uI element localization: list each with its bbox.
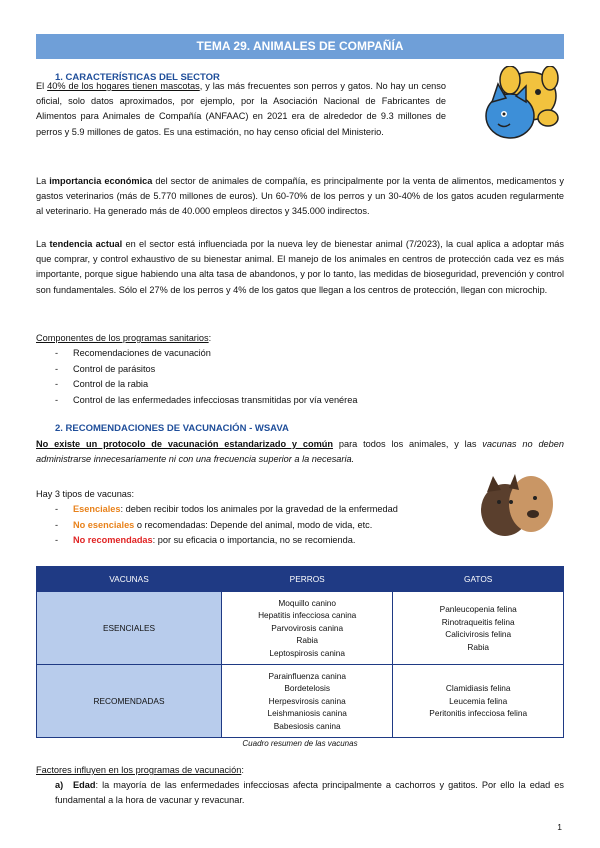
section1-paragraph-1: El 40% de los hogares tienen mascotas, y las más frecuentes son perros y gatos. No hay un censo oficial, solo datos aproximados, por ejemplo, por la Asociación Nacional de Fabricantes de Alimentos para Animales de Compañía (ANFAAC) en 2021 era de alrededor de 9.3 millones de perros y 5.9 millones de gatos. Es una estimación, no hay censo oficial del Ministerio. bbox=[36, 81, 446, 137]
table-row bbox=[37, 592, 564, 665]
factors-label: Factores influyen en los programas de vacunación: bbox=[36, 765, 244, 775]
table-caption: Cuadro resumen de las vacunas bbox=[242, 739, 358, 748]
highlight-hogares: 40% de los hogares tienen mascotas bbox=[47, 81, 200, 91]
vaccine-summary-table bbox=[36, 566, 564, 738]
list-item: - Control de la rabia bbox=[55, 379, 149, 389]
list-item: - Control de parásitos bbox=[55, 363, 156, 374]
list-item: - No recomendadas: por su eficacia o importancia, no se recomienda. bbox=[55, 535, 356, 545]
components-list bbox=[55, 346, 357, 408]
table-row-label: ESENCIALES bbox=[37, 592, 222, 665]
components-label: Componentes de los programas sanitarios: bbox=[36, 333, 212, 343]
page-number: 1 bbox=[557, 822, 562, 832]
section2-heading: 2. RECOMENDACIONES DE VACUNACIÓN - WSAVA bbox=[55, 423, 289, 434]
table-cell-cats: Panleucopenia felina Rinotraqueitis felina Calicivirosis felina Rabia bbox=[393, 592, 564, 665]
table-header: GATOS bbox=[393, 567, 564, 592]
list-item: - Esenciales: deben recibir todos los animales por la gravedad de la enfermedad bbox=[55, 504, 398, 514]
table-cell-cats: Clamidiasis felina Leucemia felina Peritonitis infecciosa felina bbox=[393, 665, 564, 738]
table-row bbox=[37, 665, 564, 738]
list-item: - Control de las enfermedades infecciosas transmitidas por vía venérea bbox=[55, 394, 358, 405]
section1-paragraph-3: La tendencia actual en el sector está influenciada por la nueva ley de bienestar animal (7/2023), la cual aplica a adoptar más que comprar, y control exhaustivo de su bienestar animal. El manejo de los animales en centros de protección cada vez es más importante, porque sigue habiendo una alta tasa de abandonos, y por lo tanto, las medidas de bioseguridad, prevención y control son fundamentales. Sólo el 27% de los perros y 4% de los gatos que llegan a los centros de protección, llegan con microchip. bbox=[36, 239, 564, 295]
table-row-label: RECOMENDADAS bbox=[37, 665, 222, 738]
section2-paragraph: No existe un protocolo de vacunación estandarizado y común para todos los animales, y las vacunas no deben administrarse innecesariamente ni con una frecuencia superior a la necesaria. bbox=[36, 439, 564, 465]
factor-item-age: a) Edad: la mayoría de las enfermedades infecciosas afecta principalmente a cachorros y gatitos. Por ello la edad es fundamental a la hora de vacunar y revacunar. bbox=[55, 780, 564, 806]
list-item: - No esenciales o recomendadas: Depende del animal, modo de vida, etc. bbox=[55, 519, 373, 530]
table-cell-dogs: Parainfluenza canina Bordetelosis Herpesvirosis canina Leishmaniosis canina Babesiosis canina bbox=[222, 665, 393, 738]
table-header: VACUNAS bbox=[37, 567, 222, 592]
vaccine-types-list bbox=[55, 502, 398, 549]
section1-heading: 1. CARACTERÍSTICAS DEL SECTOR bbox=[55, 72, 220, 83]
cat-dog-photo bbox=[475, 470, 555, 542]
section1-paragraph-2: La importancia económica del sector de animales de compañía, es principalmente por la venta de alimentos, medicamentos y gastos veterinarios (más de 5.770 millones de euros). Un 60-70% de los perros y un 30-40% de los gatos acuden regularmente al veterinario. Ha generado más de 40.000 empleos directos y 345.000 indirectos. bbox=[36, 176, 564, 217]
table-cell-dogs: Moquillo canino Hepatitis infecciosa canina Parvovirosis canina Rabia Leptospirosis canina bbox=[222, 592, 393, 665]
pets-illustration bbox=[458, 66, 564, 144]
vaccine-types-intro: Hay 3 tipos de vacunas: bbox=[36, 489, 135, 499]
list-item: - Recomendaciones de vacunación bbox=[55, 348, 211, 358]
table-header: PERROS bbox=[222, 567, 393, 592]
page-title: TEMA 29. ANIMALES DE COMPAÑÍA bbox=[36, 34, 564, 59]
